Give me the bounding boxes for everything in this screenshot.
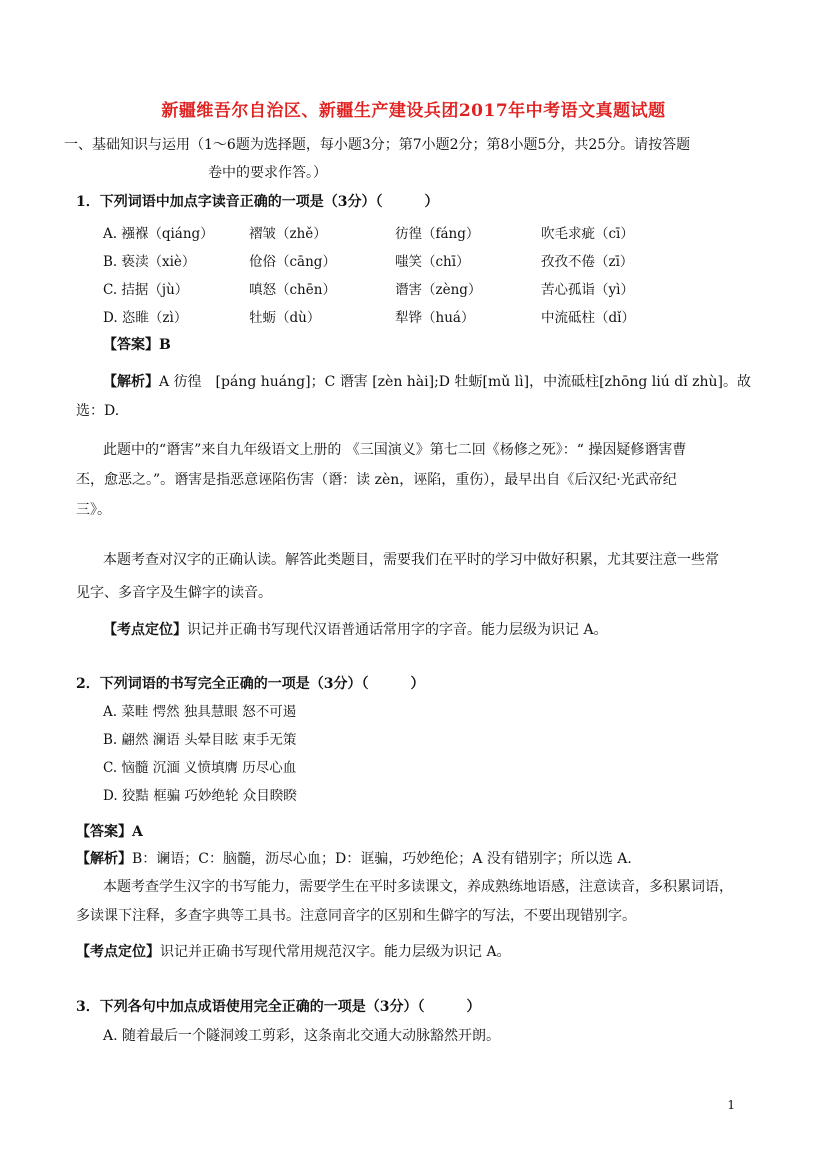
- answer-value: A: [132, 824, 143, 840]
- question-2-option-d: D. 狡黠 框骗 巧妙绝轮 众目睽睽: [103, 788, 297, 804]
- question-1-option-row-b: [103, 250, 743, 270]
- option-item: 吹毛求疵（cī）: [541, 226, 634, 242]
- option-item: 苦心孤诣（yì）: [541, 282, 634, 298]
- question-1-explain-line1: 本题考查对汉字的正确认读。解答此类题目，需要我们在平时的学习中做好积累，尤其要注意一些常: [103, 552, 719, 568]
- question-1-note-line1: 此题中的“谮害”来自九年级语文上册的 《三国演义》第七二回《杨修之死》：“ 操因疑修谮害曹: [103, 442, 687, 458]
- answer-label: 【答案】: [103, 337, 159, 353]
- option-item: 嗔怒（chēn）: [249, 282, 336, 298]
- option-item: A. 襁褓（qiáng）: [103, 226, 214, 242]
- question-1-answer: [103, 335, 171, 355]
- page-number: 1: [727, 1098, 735, 1112]
- analysis-text: A 彷徨 [páng huáng]；C 谮害 [zèn hài];D 牡蛎[mǔ lì]，中流砥柱[zhōng liú dǐ zhù]。故: [159, 374, 751, 390]
- question-2-stem: 2．下列词语的书写完全正确的一项是（3分）（ ）: [76, 676, 425, 692]
- question-1-option-row-c: [103, 278, 743, 298]
- question-1-analysis-line2: 选：D.: [76, 403, 120, 419]
- option-item: 彷徨（fáng）: [395, 226, 480, 242]
- question-1-option-row-a: [103, 222, 743, 242]
- question-1-kaodian: [103, 620, 608, 640]
- option-item: 中流砥柱（dǐ）: [541, 310, 635, 326]
- document-title: 新疆维吾尔自治区、新疆生产建设兵团2017年中考语文真题试题: [161, 101, 666, 121]
- answer-label: 【答案】: [76, 824, 132, 840]
- question-2-option-c: C. 恼髓 沉湎 义愤填膺 历尽心血: [103, 760, 297, 776]
- answer-value: B: [159, 337, 171, 353]
- option-item: 伧俗（cāng）: [249, 254, 336, 270]
- question-3-stem: 3．下列各句中加点成语使用完全正确的一项是（3分）（ ）: [76, 999, 481, 1015]
- option-item: D. 恣睢（zì）: [103, 310, 188, 326]
- question-1-option-row-d: [103, 306, 743, 326]
- section-heading-line2: 卷中的要求作答。）: [208, 165, 327, 181]
- kaodian-text: 识记并正确书写现代汉语普通话常用字的字音。能力层级为识记 A。: [187, 622, 608, 638]
- analysis-text: B：谰语；C：脑髓，沥尽心血；D：诓骗，巧妙绝伦；A 没有错别字；所以选 A.: [132, 851, 632, 867]
- question-2-analysis: [76, 849, 632, 869]
- option-item: 牡蛎（dù）: [249, 310, 321, 326]
- section-heading-line1: 一、基础知识与运用（1～6题为选择题，每小题3分；第7小题2分；第8小题5分，共25分。请按答题: [64, 137, 691, 153]
- question-2-answer: [76, 822, 143, 842]
- option-item: 嗤笑（chī）: [395, 254, 470, 270]
- question-3-option-a: A. 随着最后一个隧洞竣工剪彩，这条南北交通大动脉豁然开朗。: [103, 1028, 501, 1044]
- question-1-stem: 1．下列词语中加点字读音正确的一项是（3分）（ ）: [76, 194, 439, 210]
- question-2-kaodian: [76, 942, 511, 962]
- question-2-option-a: A. 菜畦 愕然 独具慧眼 怒不可遏: [103, 704, 297, 720]
- kaodian-label: 【考点定位】: [76, 944, 160, 960]
- question-2-option-b: B. 翩然 澜语 头晕目眩 束手无策: [103, 732, 297, 748]
- analysis-label: 【解析】: [103, 374, 159, 390]
- option-item: 褶皱（zhě）: [249, 226, 327, 242]
- option-item: 谮害（zèng）: [395, 282, 482, 298]
- option-item: B. 亵渎（xiè）: [103, 254, 196, 270]
- option-item: 犁铧（huá）: [395, 310, 475, 326]
- question-2-explain-line2: 多读课下注释，多查字典等工具书。注意同音字的区别和生僻字的写法，不要出现错别字。: [76, 908, 636, 924]
- option-item: C. 拮据（jù）: [103, 282, 189, 298]
- question-1-explain-line2: 见字、多音字及生僻字的读音。: [76, 585, 272, 601]
- question-2-explain-line1: 本题考查学生汉字的书写能力，需要学生在平时多读课文，养成熟练地语感，注意读音，多积累词语，: [103, 879, 733, 895]
- kaodian-text: 识记并正确书写现代常用规范汉字。能力层级为识记 A。: [160, 944, 511, 960]
- option-item: 孜孜不倦（zī）: [541, 254, 634, 270]
- question-1-note-line3: 三》。: [76, 502, 111, 518]
- kaodian-label: 【考点定位】: [103, 622, 187, 638]
- analysis-label: 【解析】: [76, 851, 132, 867]
- question-1-note-line2: 丕，愈恶之。”。谮害是指恶意诬陷伤害（谮：读 zèn，诬陷，重伤），最早出自《后汉纪·光武帝纪: [76, 472, 677, 488]
- question-1-analysis-line1: [103, 372, 751, 392]
